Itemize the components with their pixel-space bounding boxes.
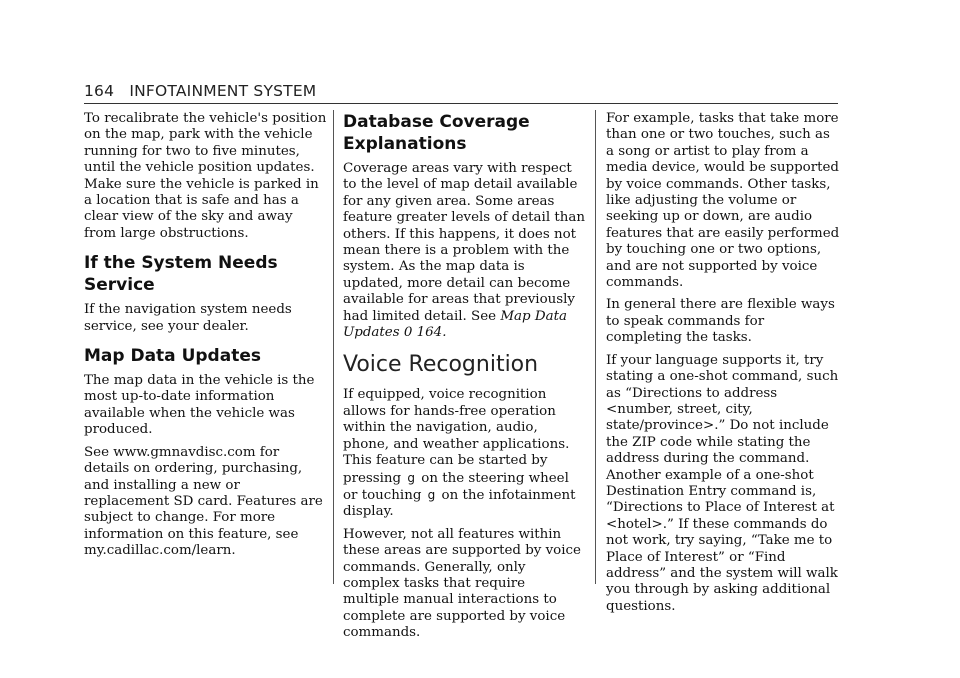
column-divider-1 bbox=[333, 110, 334, 584]
voice-example-paragraph: For example, tasks that take more than one or two touches, such as a song or artist to play from a media device, would be supported by voice commands. Other tasks, like adjusting the volume or seeking up or down, are audio features that are easily performed by touching one or two options, and are not supported by voice commands. bbox=[606, 111, 840, 291]
voice-recognition-heading: Voice Recognition bbox=[343, 352, 539, 378]
database-coverage-heading: Database Coverage Explanations bbox=[343, 112, 530, 154]
page-header bbox=[84, 82, 838, 100]
map-updates-paragraph-1: The map data in the vehicle is the most up-to-date information available when the vehicle was produced. bbox=[84, 373, 315, 438]
voice-recognition-paragraph: If equipped, voice recognition allows for hands-free operation within the navigation, audio, phone, and weather applications. This feature can be started by pressing g on the steering wheel or touching g on the infotainment display. bbox=[343, 387, 576, 520]
flexible-commands-paragraph: In general there are flexible ways to speak commands for completing the tasks. bbox=[606, 297, 835, 346]
map-updates-heading: Map Data Updates bbox=[84, 346, 261, 367]
column-divider-2 bbox=[595, 110, 596, 584]
column-1 bbox=[84, 111, 328, 566]
voice-limitations-paragraph: However, not all features within these areas are supported by voice commands. Generally, only complex tasks that require multiple manual interactions to complete are supported by voice commands. bbox=[343, 526, 581, 641]
voice-button-icon: g bbox=[427, 487, 436, 502]
one-shot-command-paragraph: If your language supports it, try stating a one-shot command, such as “Directions to address <number, street, city, state/province>.” Do not include the ZIP code while stating the address during the command. Another example of a one-shot Destination Entry command is, “Directions to Place of Interest at <hotel>.” If these commands do not work, try saying, “Take me to Place of Interest” or “Find address” and the system will walk you through by asking additional questions. bbox=[606, 352, 839, 614]
section-title: INFOTAINMENT SYSTEM bbox=[129, 82, 317, 100]
column-3 bbox=[606, 111, 842, 621]
column-2 bbox=[343, 111, 585, 648]
page-reference: 0 164. bbox=[403, 325, 447, 341]
map-updates-paragraph-2: See www.gmnavdisc.com for details on ordering, purchasing, and installing a new or replacement SD card. Features are subject to change. For more information on this feature, see my.cadillac.com/learn. bbox=[84, 444, 323, 559]
database-coverage-paragraph: Coverage areas vary with respect to the level of map detail available for any given area. Some areas feature greater levels of detail than others. If this happens, it does not mean there is a problem with the system. As the map data is updated, more detail can become available for areas that previously had limited detail. See Map Data Updates 0 164. bbox=[343, 161, 585, 341]
header-rule bbox=[84, 103, 838, 104]
page-number: 164 bbox=[84, 82, 115, 100]
map-data-updates-link[interactable]: Map Data Updates bbox=[343, 308, 567, 341]
recalibrate-paragraph: To recalibrate the vehicle's position on the map, park with the vehicle running for two to five minutes, until the vehicle position updates. Make sure the vehicle is parked in a location that is safe and has a clear view of the sky and away from large obstructions. bbox=[84, 111, 327, 241]
voice-button-icon: g bbox=[407, 470, 416, 485]
service-heading: If the System Needs Service bbox=[84, 253, 278, 296]
service-paragraph: If the navigation system needs service, see your dealer. bbox=[84, 302, 292, 334]
